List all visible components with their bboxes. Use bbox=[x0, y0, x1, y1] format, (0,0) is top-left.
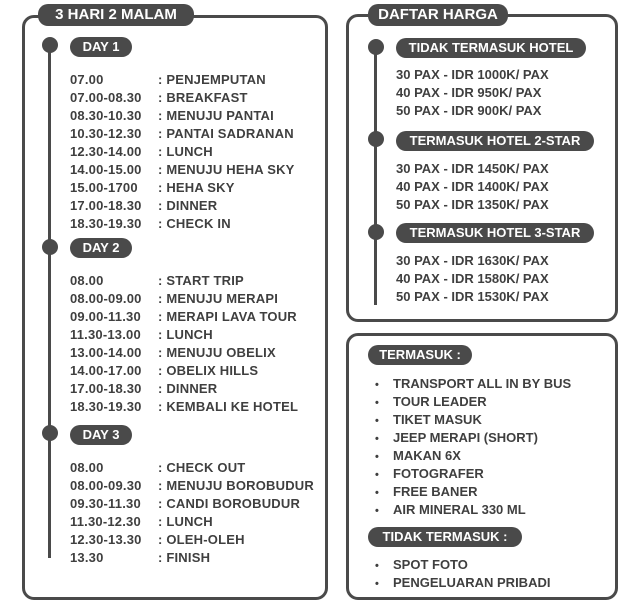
day2-label: DAY 2 bbox=[70, 238, 132, 258]
list-item-text: TOUR LEADER bbox=[393, 394, 487, 409]
schedule-row bbox=[70, 162, 295, 177]
price-row: 50 PAX - IDR 900K/ PAX bbox=[396, 103, 542, 118]
schedule-row bbox=[70, 180, 235, 195]
schedule-time: 08.00-09.00 bbox=[70, 291, 142, 306]
schedule-time: 08.00 bbox=[70, 460, 104, 475]
schedule-row bbox=[70, 90, 248, 105]
itinerary-title: 3 HARI 2 MALAM bbox=[38, 4, 194, 26]
schedule-row bbox=[70, 144, 213, 159]
list-item bbox=[375, 448, 461, 463]
bullet-dot: • bbox=[375, 415, 379, 427]
schedule-time: 08.00 bbox=[70, 273, 104, 288]
schedule-row bbox=[70, 126, 294, 141]
schedule-activity: : BREAKFAST bbox=[158, 90, 248, 105]
schedule-row bbox=[70, 198, 217, 213]
schedule-activity: : START TRIP bbox=[158, 273, 244, 288]
schedule-row bbox=[70, 363, 258, 378]
schedule-time: 09.30-11.30 bbox=[70, 496, 141, 511]
price-row: 50 PAX - IDR 1530K/ PAX bbox=[396, 289, 549, 304]
bullet-dot: • bbox=[375, 397, 379, 409]
schedule-time: 12.30-13.30 bbox=[70, 532, 142, 547]
list-item-text: TRANSPORT ALL IN BY BUS bbox=[393, 376, 572, 391]
schedule-time: 17.00-18.30 bbox=[70, 381, 142, 396]
schedule-activity: : DINNER bbox=[158, 198, 218, 213]
schedule-row bbox=[70, 291, 278, 306]
schedule-time: 07.00 bbox=[70, 72, 104, 87]
list-item bbox=[375, 484, 478, 499]
schedule-activity: : CHECK IN bbox=[158, 216, 231, 231]
group3-dot bbox=[368, 224, 384, 240]
list-item-text: FREE BANER bbox=[393, 484, 478, 499]
schedule-time: 10.30-12.30 bbox=[70, 126, 142, 141]
group2-dot bbox=[368, 131, 384, 147]
list-item-text: PENGELUARAN PRIBADI bbox=[393, 575, 551, 590]
schedule-row bbox=[70, 478, 314, 493]
schedule-time: 11.30-12.30 bbox=[70, 514, 141, 529]
schedule-activity: : OLEH-OLEH bbox=[158, 532, 245, 547]
group1-label: TIDAK TERMASUK HOTEL bbox=[396, 38, 586, 58]
list-item bbox=[375, 557, 468, 572]
schedule-activity: : MERAPI LAVA TOUR bbox=[158, 309, 297, 324]
bullet-dot: • bbox=[375, 379, 379, 391]
schedule-row bbox=[70, 273, 244, 288]
schedule-row bbox=[70, 327, 213, 342]
schedule-activity: : DINNER bbox=[158, 381, 218, 396]
schedule-activity: : MENUJU BOROBUDUR bbox=[158, 478, 314, 493]
list-item bbox=[375, 430, 538, 445]
list-item-text: JEEP MERAPI (SHORT) bbox=[393, 430, 538, 445]
schedule-time: 14.00-15.00 bbox=[70, 162, 142, 177]
schedule-activity: : PENJEMPUTAN bbox=[158, 72, 266, 87]
day3-label: DAY 3 bbox=[70, 425, 132, 445]
schedule-time: 17.00-18.30 bbox=[70, 198, 142, 213]
schedule-row bbox=[70, 381, 217, 396]
schedule-activity: : CHECK OUT bbox=[158, 460, 246, 475]
schedule-time: 11.30-13.00 bbox=[70, 327, 141, 342]
bullet-dot: • bbox=[375, 433, 379, 445]
list-item bbox=[375, 376, 571, 391]
price-row: 50 PAX - IDR 1350K/ PAX bbox=[396, 197, 549, 212]
bullet-dot: • bbox=[375, 560, 379, 572]
schedule-time: 18.30-19.30 bbox=[70, 216, 142, 231]
schedule-row bbox=[70, 399, 298, 414]
schedule-time: 08.00-09.30 bbox=[70, 478, 142, 493]
schedule-activity: : HEHA SKY bbox=[158, 180, 235, 195]
list-item bbox=[375, 394, 487, 409]
schedule-time: 07.00-08.30 bbox=[70, 90, 142, 105]
list-item-text: TIKET MASUK bbox=[393, 412, 482, 427]
schedule-activity: : PANTAI SADRANAN bbox=[158, 126, 294, 141]
schedule-row bbox=[70, 496, 300, 511]
schedule-activity: : MENUJU MERAPI bbox=[158, 291, 279, 306]
bullet-dot: • bbox=[375, 469, 379, 481]
schedule-time: 15.00-1700 bbox=[70, 180, 138, 195]
bullet-dot: • bbox=[375, 578, 379, 590]
group2-label: TERMASUK HOTEL 2-STAR bbox=[396, 131, 594, 151]
schedule-row bbox=[70, 460, 245, 475]
pricing-timeline bbox=[374, 47, 377, 305]
schedule-activity: : MENUJU OBELIX bbox=[158, 345, 276, 360]
schedule-row bbox=[70, 216, 231, 231]
day1-label: DAY 1 bbox=[70, 37, 132, 57]
schedule-time: 12.30-14.00 bbox=[70, 144, 142, 159]
schedule-row bbox=[70, 108, 274, 123]
schedule-activity: : CANDI BOROBUDUR bbox=[158, 496, 301, 511]
price-row: 40 PAX - IDR 1400K/ PAX bbox=[396, 179, 549, 194]
schedule-activity: : MENUJU HEHA SKY bbox=[158, 162, 295, 177]
price-row: 30 PAX - IDR 1450K/ PAX bbox=[396, 161, 549, 176]
schedule-row bbox=[70, 309, 297, 324]
schedule-row bbox=[70, 514, 213, 529]
list-item bbox=[375, 502, 526, 517]
pricing-title: DAFTAR HARGA bbox=[368, 4, 508, 26]
schedule-time: 09.00-11.30 bbox=[70, 309, 141, 324]
list-item-text: SPOT FOTO bbox=[393, 557, 468, 572]
group3-label: TERMASUK HOTEL 3-STAR bbox=[396, 223, 594, 243]
group1-dot bbox=[368, 39, 384, 55]
schedule-activity: : OBELIX HILLS bbox=[158, 363, 259, 378]
bullet-dot: • bbox=[375, 505, 379, 517]
schedule-row bbox=[70, 72, 266, 87]
schedule-row bbox=[70, 532, 245, 547]
list-item-text: AIR MINERAL 330 ML bbox=[393, 502, 526, 517]
list-item-text: MAKAN 6X bbox=[393, 448, 461, 463]
bullet-dot: • bbox=[375, 487, 379, 499]
day2-dot bbox=[42, 239, 58, 255]
schedule-activity: : KEMBALI KE HOTEL bbox=[158, 399, 299, 414]
price-row: 40 PAX - IDR 1580K/ PAX bbox=[396, 271, 549, 286]
schedule-time: 18.30-19.30 bbox=[70, 399, 142, 414]
price-row: 40 PAX - IDR 950K/ PAX bbox=[396, 85, 542, 100]
schedule-row bbox=[70, 550, 210, 565]
schedule-activity: : LUNCH bbox=[158, 327, 213, 342]
list-item bbox=[375, 412, 482, 427]
itinerary-timeline bbox=[48, 46, 51, 558]
schedule-activity: : MENUJU PANTAI bbox=[158, 108, 274, 123]
day1-dot bbox=[42, 37, 58, 53]
bullet-dot: • bbox=[375, 451, 379, 463]
schedule-time: 08.30-10.30 bbox=[70, 108, 142, 123]
schedule-activity: : FINISH bbox=[158, 550, 211, 565]
schedule-activity: : LUNCH bbox=[158, 144, 213, 159]
schedule-row bbox=[70, 345, 276, 360]
price-row: 30 PAX - IDR 1630K/ PAX bbox=[396, 253, 549, 268]
schedule-activity: : LUNCH bbox=[158, 514, 213, 529]
excludes-title: TIDAK TERMASUK : bbox=[368, 527, 522, 547]
schedule-time: 13.30 bbox=[70, 550, 104, 565]
schedule-time: 14.00-17.00 bbox=[70, 363, 142, 378]
list-item-text: FOTOGRAFER bbox=[393, 466, 484, 481]
list-item bbox=[375, 466, 484, 481]
list-item bbox=[375, 575, 550, 590]
day3-dot bbox=[42, 425, 58, 441]
schedule-time: 13.00-14.00 bbox=[70, 345, 142, 360]
price-row: 30 PAX - IDR 1000K/ PAX bbox=[396, 67, 549, 82]
includes-title: TERMASUK : bbox=[368, 345, 472, 365]
